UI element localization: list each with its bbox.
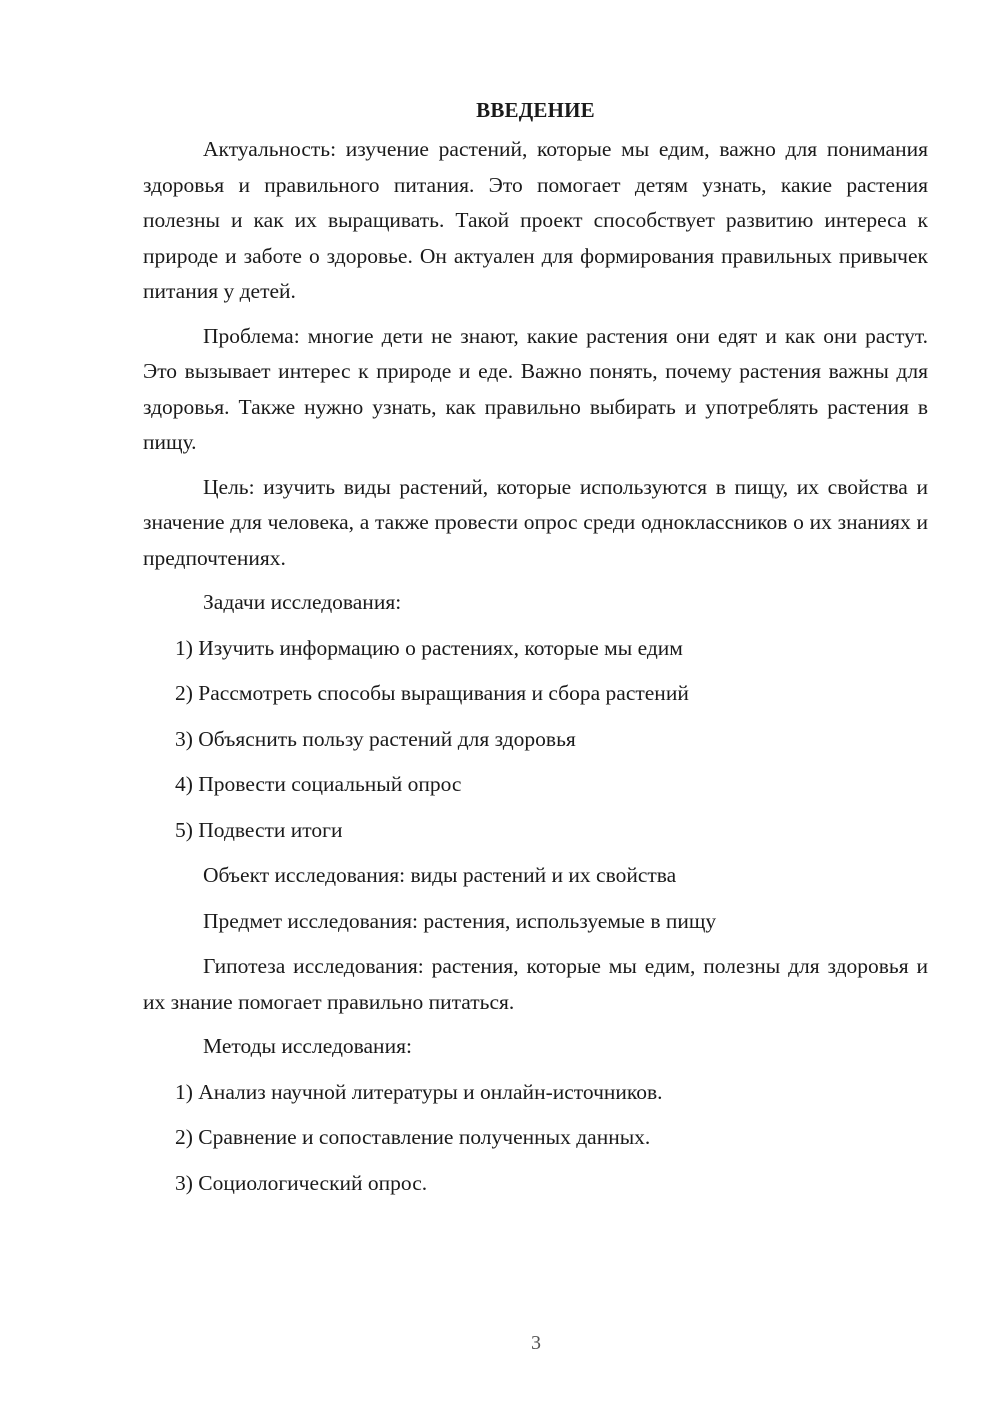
- task-item: 4) Провести социальный опрос: [175, 772, 462, 796]
- tasks-heading: Задачи исследования:: [203, 590, 402, 614]
- document-page: [143, 95, 928, 1211]
- goal-paragraph: Цель: изучить виды растений, которые используются в пищу, их свойства и значение для человека, а также провести опрос среди одноклассников о их знаниях и предпочтениях.: [143, 474, 928, 570]
- relevance-paragraph: Актуальность: изучение растений, которые мы едим, важно для понимания здоровья и правильного питания. Это помогает детям узнать, какие растения полезны и как их выращивать. Такой проект способствует развитию интереса к природе и заботе о здоровье. Он актуален для формирования правильных привычек питания у детей.: [143, 137, 928, 303]
- task-item: 1) Изучить информацию о растениях, которые мы едим: [175, 635, 683, 660]
- research-object: Объект исследования: виды растений и их свойства: [203, 863, 677, 887]
- page-number: 3: [531, 1332, 541, 1354]
- method-item: 1) Анализ научной литературы и онлайн-источников.: [175, 1079, 663, 1104]
- problem-paragraph: Проблема: многие дети не знают, какие растения они едят и как они растут. Это вызывает интерес к природе и еде. Важно понять, почему растения важны для здоровья. Также нужно узнать, как правильно выбирать и употреблять растения в пищу.: [143, 323, 928, 454]
- method-item: 2) Сравнение и сопоставление полученных данных.: [175, 1125, 651, 1149]
- section-title: ВВЕДЕНИЕ: [476, 98, 595, 122]
- methods-heading: Методы исследования:: [203, 1034, 412, 1058]
- task-item: 3) Объяснить пользу растений для здоровья: [175, 726, 576, 751]
- hypothesis-paragraph: Гипотеза исследования: растения, которые мы едим, полезны для здоровья и их знание помогает правильно питаться.: [143, 954, 928, 1014]
- task-item: 2) Рассмотреть способы выращивания и сбора растений: [175, 681, 689, 705]
- method-item: 3) Социологический опрос.: [175, 1170, 428, 1195]
- research-subject: Предмет исследования: растения, используемые в пищу: [203, 908, 717, 933]
- task-item: 5) Подвести итоги: [175, 817, 343, 842]
